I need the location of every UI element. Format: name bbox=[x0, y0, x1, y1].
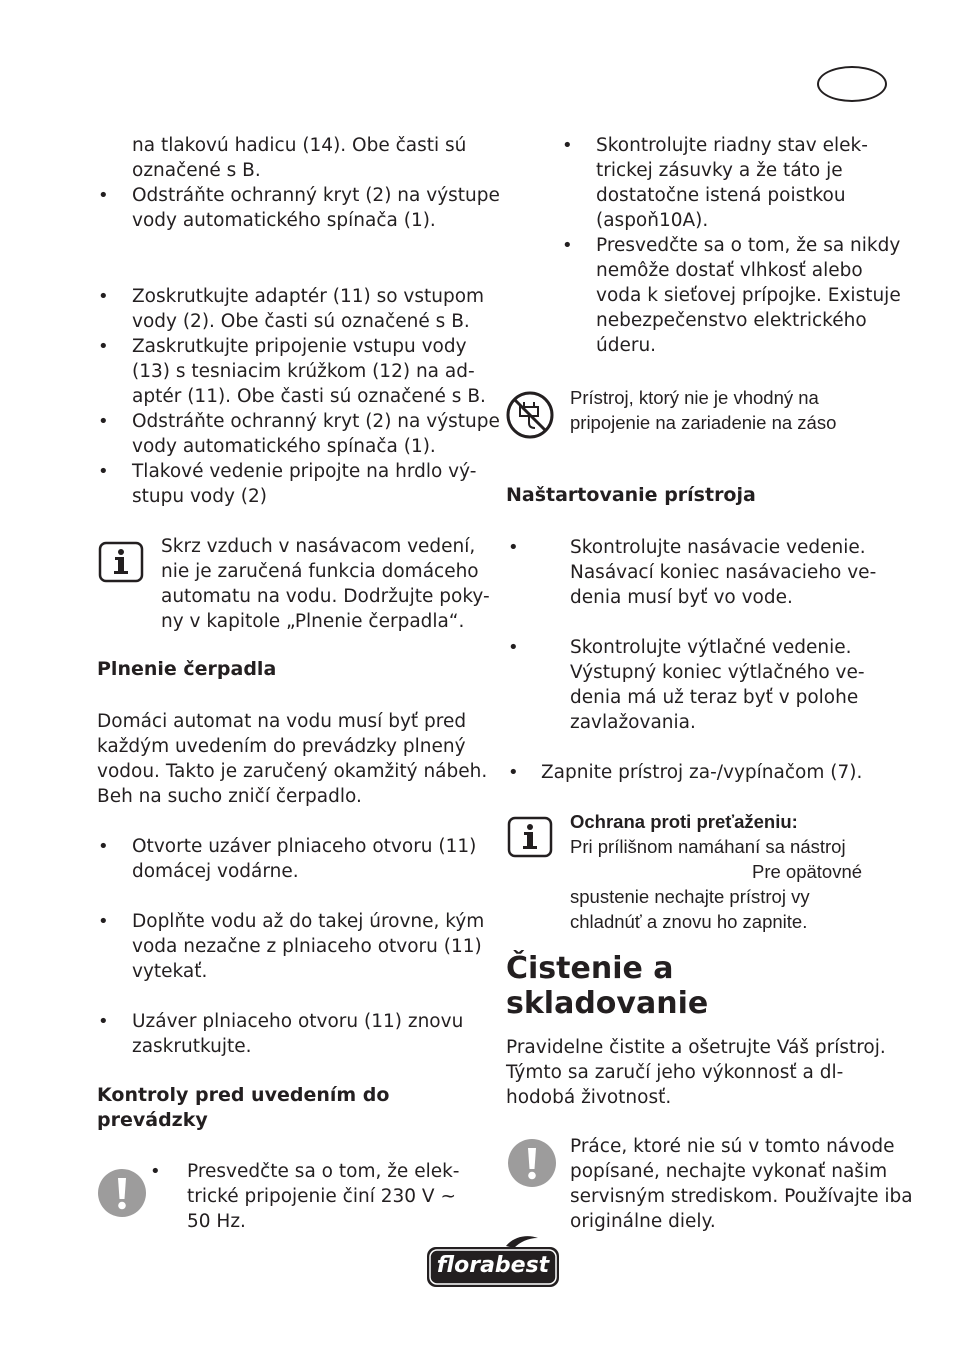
text-line: automatu na vodu. Dodržujte poky- bbox=[161, 586, 490, 607]
text-line: trickej zásuvky a že táto je bbox=[596, 160, 843, 181]
text-line: vody automatického spínača (1). bbox=[132, 210, 436, 231]
text-line: Domáci automat na vodu musí byť pred bbox=[97, 711, 467, 732]
text-line: Zaskrutkujte pripojenie vstupu vody bbox=[132, 336, 467, 357]
text-line: na tlakovú hadicu (14). Obe časti sú bbox=[132, 135, 467, 156]
bullet: • bbox=[98, 185, 109, 206]
text-line: pripojenie na zariadenie na záso bbox=[570, 412, 837, 433]
text-line: označené s B. bbox=[132, 160, 261, 181]
text-line: nebezpečenstvo elektrického bbox=[596, 310, 867, 331]
brand-logo bbox=[424, 1234, 562, 1290]
text-line: vody automatického spínača (1). bbox=[132, 436, 436, 457]
text-line: Doplňte vodu až do takej úrovne, kým bbox=[132, 911, 485, 932]
text-line: denia musí byť vo vode. bbox=[570, 587, 793, 608]
bullet: • bbox=[508, 537, 519, 558]
bullet: • bbox=[98, 411, 109, 432]
bullet: • bbox=[508, 762, 519, 783]
language-marker bbox=[817, 66, 887, 102]
text-line: zavlažovania. bbox=[570, 712, 696, 733]
text-line: denia má už teraz byť v polohe bbox=[570, 687, 859, 708]
text-line: Pravidelne čistite a ošetrujte Váš prístroj. bbox=[506, 1037, 886, 1058]
text-line: úderu. bbox=[596, 335, 657, 356]
text-line: Otvorte uzáver plniaceho otvoru (11) bbox=[132, 836, 477, 857]
text-line: Prístroj, ktorý nie je vhodný na bbox=[570, 387, 819, 408]
text-line: nemôže dostať vlhkosť alebo bbox=[596, 260, 863, 281]
info-icon bbox=[507, 816, 553, 858]
bullet: • bbox=[98, 461, 109, 482]
text-line: Uzáver plniaceho otvoru (11) znovu bbox=[132, 1011, 464, 1032]
text-line: dostatočne istená poistkou bbox=[596, 185, 846, 206]
section-heading: Plnenie čerpadla bbox=[97, 658, 277, 680]
note-title: Ochrana proti preťaženiu: bbox=[570, 811, 798, 832]
section-heading: prevádzky bbox=[97, 1109, 208, 1131]
text-line: vytekať. bbox=[132, 961, 208, 982]
text-line: Týmto sa zaručí jeho výkonnosť a dl- bbox=[506, 1062, 844, 1083]
no-plug-icon bbox=[505, 390, 555, 440]
text-line: zaskrutkujte. bbox=[132, 1036, 252, 1057]
text-line: trické pripojenie činí 230 V ~ bbox=[187, 1186, 456, 1207]
text-line: voda nezačne z plniaceho otvoru (11) bbox=[132, 936, 482, 957]
bullet: • bbox=[98, 836, 109, 857]
text-line: Presvedčte sa o tom, že sa nikdy bbox=[596, 235, 901, 256]
section-heading: Naštartovanie prístroja bbox=[506, 484, 756, 506]
text-line: Pri prílišnom namáhaní sa nástroj bbox=[570, 836, 846, 857]
bullet: • bbox=[98, 336, 109, 357]
text-line: Práce, ktoré nie sú v tomto návode bbox=[570, 1136, 895, 1157]
text-line: Presvedčte sa o tom, že elek- bbox=[187, 1161, 460, 1182]
text-line: Odstráňte ochranný kryt (2) na výstupe bbox=[132, 411, 500, 432]
text-line: originálne diely. bbox=[570, 1211, 716, 1232]
text-line: vodou. Takto je zaručený okamžitý nábeh. bbox=[97, 761, 488, 782]
text-line: Skontrolujte nasávacie vedenie. bbox=[570, 537, 866, 558]
text-line: ny v kapitole „Plnenie čerpadla“. bbox=[161, 611, 465, 632]
text-line: Odstráňte ochranný kryt (2) na výstupe bbox=[132, 185, 500, 206]
chapter-heading: skladovanie bbox=[506, 986, 709, 1021]
text-line: nie je zaručená funkcia domáceho bbox=[161, 561, 479, 582]
text-line: Výstupný koniec výtlačného ve- bbox=[570, 662, 865, 683]
bullet: • bbox=[98, 286, 109, 307]
text-line: servisným strediskom. Používajte iba bbox=[570, 1186, 913, 1207]
text-line: Zoskrutkujte adaptér (11) so vstupom bbox=[132, 286, 485, 307]
text-line: Skontrolujte riadny stav elek- bbox=[596, 135, 868, 156]
text-line: Pre opätovné bbox=[752, 861, 863, 882]
text-line: stupu vody (2) bbox=[132, 486, 268, 507]
bullet: • bbox=[508, 637, 519, 658]
bullet: • bbox=[150, 1161, 161, 1182]
text-line: aptér (11). Obe časti sú označené s B. bbox=[132, 386, 486, 407]
text-line: spustenie nechajte prístroj vy bbox=[570, 886, 810, 907]
text-line: (aspoň10A). bbox=[596, 210, 709, 231]
bullet: • bbox=[98, 911, 109, 932]
text-line: Zapnite prístroj za-/vypínačom (7). bbox=[541, 762, 863, 783]
section-heading: Kontroly pred uvedením do bbox=[97, 1084, 390, 1106]
text-line: chladnúť a znovu ho zapnite. bbox=[570, 911, 808, 932]
text-line: domácej vodárne. bbox=[132, 861, 299, 882]
logo-text: florabest bbox=[436, 1253, 550, 1278]
text-line: Beh na sucho zničí čerpadlo. bbox=[97, 786, 362, 807]
text-line: hodobá životnosť. bbox=[506, 1087, 672, 1108]
text-line: voda k sieťovej prípojke. Existuje bbox=[596, 285, 901, 306]
bullet: • bbox=[98, 1011, 109, 1032]
text-line: popísané, nechajte vykonať našim bbox=[570, 1161, 888, 1182]
bullet: • bbox=[562, 235, 573, 256]
text-line: každým uvedením do prevádzky plnený bbox=[97, 736, 466, 757]
text-line: Nasávací koniec nasávacieho ve- bbox=[570, 562, 877, 583]
chapter-heading: Čistenie a bbox=[506, 951, 674, 986]
text-line: Skontrolujte výtlačné vedenie. bbox=[570, 637, 852, 658]
warning-icon bbox=[97, 1168, 147, 1218]
info-icon bbox=[98, 541, 144, 583]
warning-icon bbox=[507, 1138, 557, 1188]
text-line: Tlakové vedenie pripojte na hrdlo vý- bbox=[132, 461, 477, 482]
text-line: Skrz vzduch v nasávacom vedení, bbox=[161, 536, 476, 557]
bullet: • bbox=[562, 135, 573, 156]
text-line: vody (2). Obe časti sú označené s B. bbox=[132, 311, 470, 332]
text-line: 50 Hz. bbox=[187, 1211, 246, 1232]
text-line: (13) s tesniacim krúžkom (12) na ad- bbox=[132, 361, 475, 382]
